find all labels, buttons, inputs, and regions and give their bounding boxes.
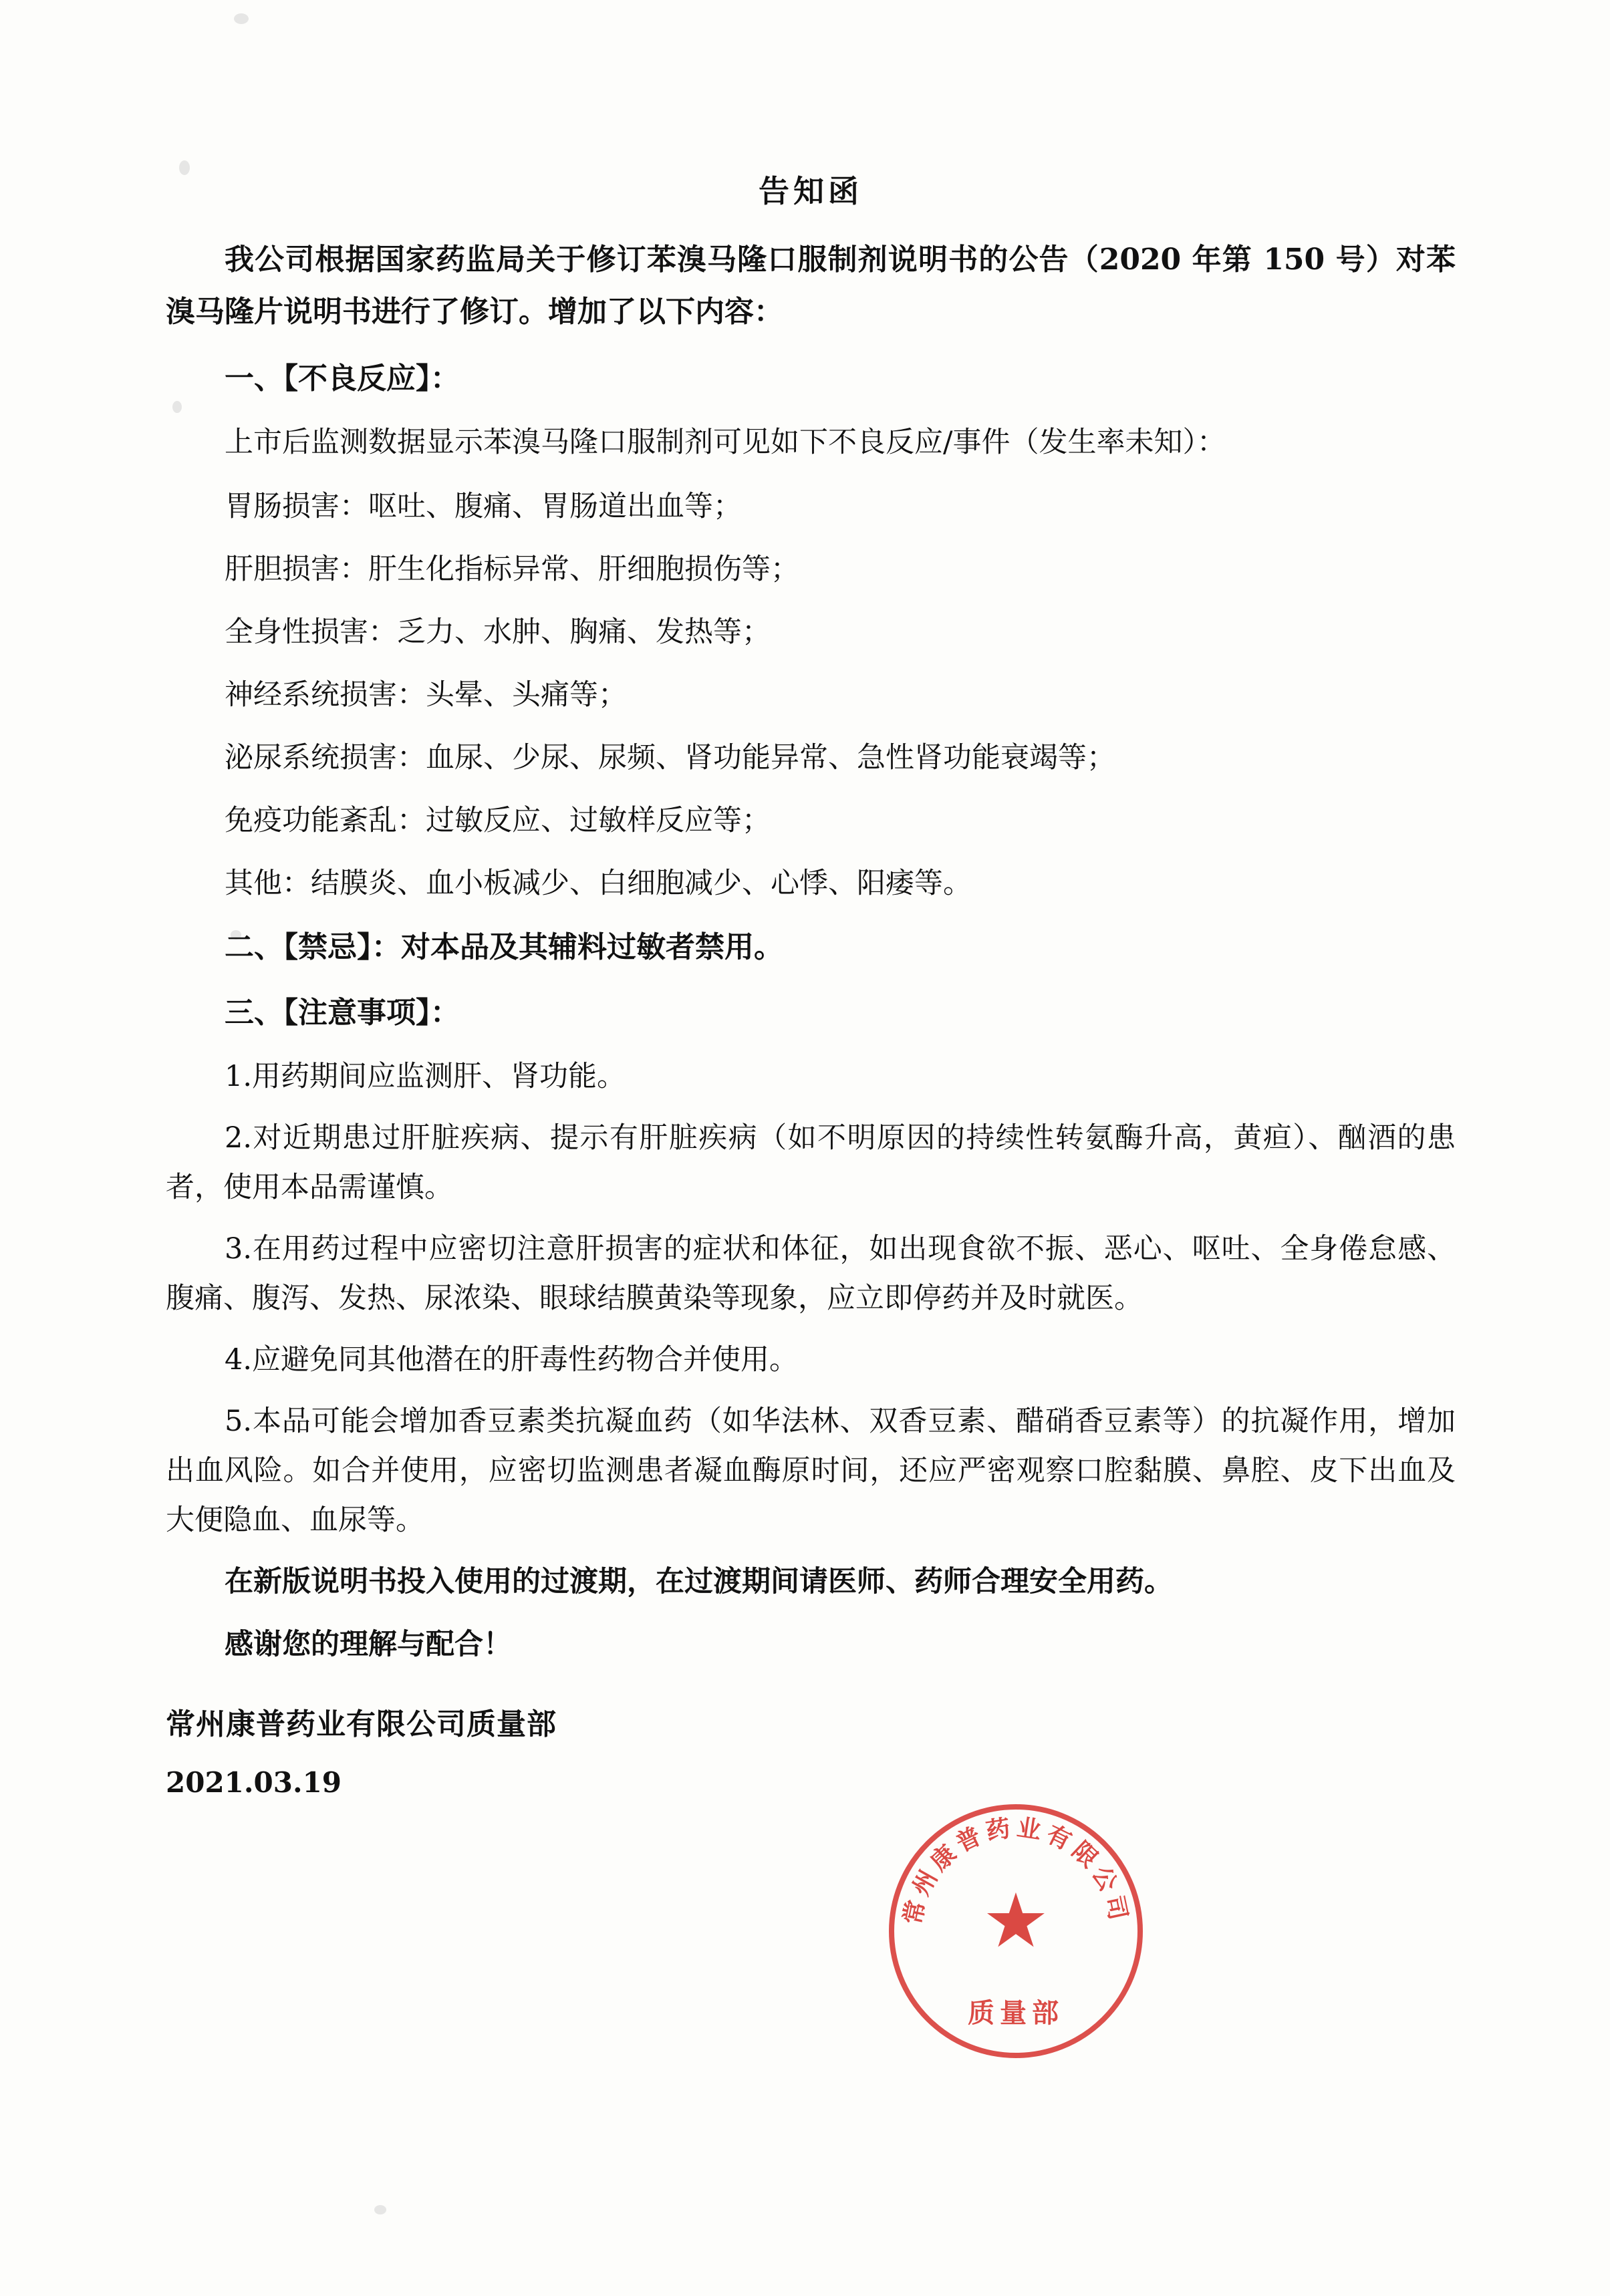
paper-smudge bbox=[234, 13, 249, 24]
seal-top-text: 常州康普药业有限公司 bbox=[898, 1813, 1133, 1927]
page-title: 告知函 bbox=[759, 173, 863, 209]
section-heading-precautions: 三、【注意事项】： bbox=[225, 995, 460, 1030]
seal-star-icon: ★ bbox=[982, 1877, 1050, 1965]
signature-company: 常州康普药业有限公司质量部 bbox=[166, 1707, 557, 1741]
list-item: 3.在用药过程中应密切注意肝损害的症状和体征，如出现食欲不振、恶心、呕吐、全身倦怠感、腹痛、腹泻、发热、尿浓染、眼球结膜黄染等现象，应立即停药并及时就医。 bbox=[166, 1232, 1456, 1316]
paper-smudge bbox=[374, 2205, 386, 2214]
list-item: 神经系统损害：头晕、头痛等； bbox=[225, 678, 627, 712]
seal-arc-text bbox=[889, 1804, 1143, 2058]
list-item: 全身性损害：乏力、水肿、胸痛、发热等； bbox=[225, 615, 771, 650]
list-item: 1.用药期间应监测肝、肾功能。 bbox=[225, 1060, 626, 1094]
list-item: 肝胆损害：肝生化指标异常、肝细胞损伤等； bbox=[225, 553, 799, 587]
list-item: 5.本品可能会增加香豆素类抗凝血药（如华法林、双香豆素、醋硝香豆素等）的抗凝作用，增加出血风险。如合并使用，应密切监测患者凝血酶原时间，还应严密观察口腔黏膜、鼻腔、皮下出血及大便隐血、血尿等。 bbox=[166, 1404, 1456, 1537]
closing-paragraph-transition: 在新版说明书投入使用的过渡期，在过渡期间请医师、药师合理安全用药。 bbox=[225, 1564, 1173, 1598]
seal-outer-ring bbox=[889, 1804, 1143, 2058]
list-item: 其他：结膜炎、血小板减少、白细胞减少、心悸、阳痿等。 bbox=[225, 866, 972, 900]
list-item: 胃肠损害：呕吐、腹痛、胃肠道出血等； bbox=[225, 490, 742, 524]
lead-paragraph: 我公司根据国家药监局关于修订苯溴马隆口服制剂说明书的公告（2020 年第 150 号）对苯溴马隆片说明书进行了修订。增加了以下内容： bbox=[166, 243, 1456, 329]
section-intro-adverse-reactions: 上市后监测数据显示苯溴马隆口服制剂可见如下不良反应/事件（发生率未知）： bbox=[225, 426, 1226, 460]
document-body bbox=[166, 167, 1456, 1808]
section-heading-adverse-reactions: 一、【不良反应】： bbox=[225, 361, 460, 396]
company-seal-stamp bbox=[889, 1804, 1143, 2058]
list-item: 免疫功能紊乱：过敏反应、过敏样反应等； bbox=[225, 804, 771, 838]
closing-paragraph-thanks: 感谢您的理解与配合！ bbox=[225, 1627, 512, 1661]
list-item: 4.应避免同其他潜在的肝毒性药物合并使用。 bbox=[225, 1343, 799, 1377]
list-item: 2.对近期患过肝脏疾病、提示有肝脏疾病（如不明原因的持续性转氨酶升高，黄疸）、酗酒的患者，使用本品需谨慎。 bbox=[166, 1121, 1456, 1205]
section-heading-contraindications: 二、【禁忌】：对本品及其辅料过敏者禁用。 bbox=[225, 929, 783, 964]
svg-text:常州康普药业有限公司 bbox=[898, 1814, 1133, 1927]
list-item: 泌尿系统损害：血尿、少尿、尿频、肾功能异常、急性肾功能衰竭等； bbox=[225, 741, 1115, 775]
seal-bottom-text: 质量部 bbox=[968, 1997, 1064, 2029]
signature-date: 2021.03.19 bbox=[166, 1766, 342, 1800]
signature-block bbox=[166, 1699, 1456, 1808]
